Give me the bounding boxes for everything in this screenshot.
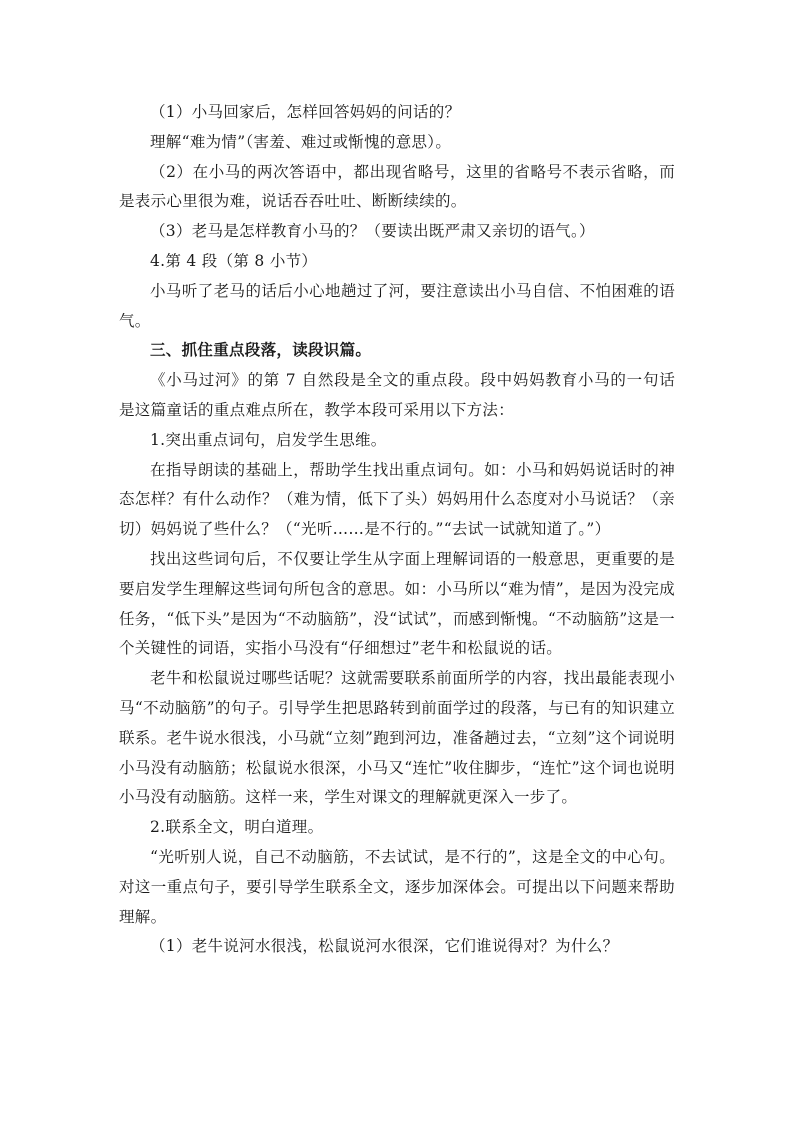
- method-1-paragraph: 在指导朗读的基础上，帮助学生找出重点词句。如：小马和妈妈说话时的神态怎样？有什么动作？（难为情，低下了头）妈妈用什么态度对小马说话？（亲切）妈妈说了些什么？（“光听……是不行的。”“去试一试就知道了。”）: [119, 460, 675, 539]
- question-3-paragraph: （3）老马是怎样教育小马的？（要读出既严肃又亲切的语气。）: [150, 222, 595, 241]
- term-explanation-paragraph: 理解“难为情”（害羞、难过或惭愧的意思）。: [150, 132, 452, 151]
- question-1-paragraph: （1）小马回家后，怎样回答妈妈的问话的？: [150, 103, 461, 121]
- final-question-paragraph: （1）老牛说河水很浅，松鼠说河水很深，它们谁说得对？为什么？: [150, 937, 619, 956]
- section-4-paragraph: 小马听了老马的话后小心地趟过了河，要注意读出小马自信、不怕困难的语气。: [119, 281, 675, 330]
- method-1-heading: 1.突出重点词句，启发学生思维。: [150, 430, 387, 449]
- question-2-paragraph: （2）在小马的两次答语中，都出现省略号，这里的省略号不表示省略，而是表示心里很为难，说话吞吞吐吐、断断续续的。: [119, 162, 675, 211]
- word-meaning-paragraph: 找出这些词句后，不仅要让学生从字面上理解词语的一般意思，更重要的是要启发学生理解这些词句所包含的意思。如：小马所以“难为情”，是因为没完成任务，“低下头”是因为“不动脑筋”，没“试试”，而感到惭愧。“不动脑筋”这是一个关键性的词语，实指小马没有“仔细想过”老牛和松鼠说的话。: [119, 549, 675, 658]
- part-3-heading: 三、抓住重点段落，读段识篇。: [150, 341, 372, 360]
- method-2-heading: 2.联系全文，明白道理。: [150, 818, 324, 837]
- key-paragraph-intro: 《小马过河》的第 7 自然段是全文的重点段。段中妈妈教育小马的一句话是这篇童话的重点难点所在，教学本段可采用以下方法：: [119, 371, 675, 419]
- document-body: [119, 98, 675, 962]
- central-sentence-paragraph: “光听别人说，自己不动脑筋，不去试试，是不行的”，这是全文的中心句。对这一重点句子，要引导学生联系全文，逐步加深体会。可提出以下问题来帮助理解。: [119, 847, 675, 926]
- connection-paragraph: 老牛和松鼠说过哪些话呢？这就需要联系前面所学的内容，找出最能表现小马“不动脑筋”的句子。引导学生把思路转到前面学过的段落，与已有的知识建立联系。老牛说水很浅，小马就“立刻”跑到河边，准备趟过去，“立刻”这个词说明小马没有动脑筋；松鼠说水很深，小马又“连忙”收住脚步，“连忙”这个词也说明小马没有动脑筋。这样一来，学生对课文的理解就更深入一步了。: [119, 669, 675, 807]
- section-4-heading: 4.第 4 段（第 8 小节）: [150, 251, 318, 270]
